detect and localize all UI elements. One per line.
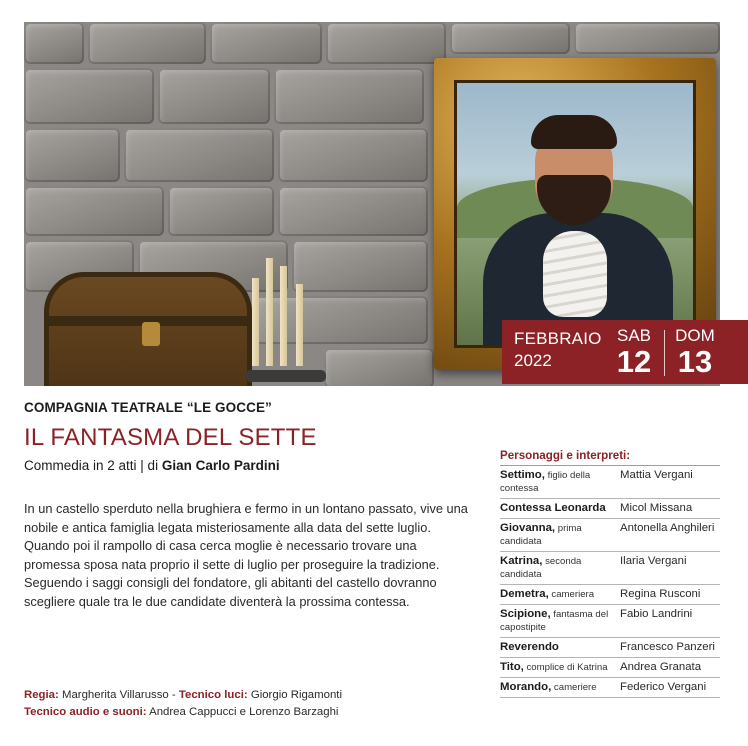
treasure-chest bbox=[44, 272, 252, 386]
author-name: Gian Carlo Pardini bbox=[161, 458, 280, 473]
role-note: cameriere bbox=[551, 682, 597, 693]
table-row bbox=[500, 499, 720, 519]
role-cell bbox=[500, 608, 620, 634]
table-row bbox=[500, 605, 720, 638]
description-paragraph: Quando poi il rampollo di casa cerca moglie è necessario trovare una promessa sposa nata proprio il sette di luglio per proseguire la tradizione. bbox=[24, 538, 440, 572]
day-number: 12 bbox=[616, 344, 652, 379]
description-paragraph: Seguendo i saggi consigli del fondatore, gli abitanti del castello dovranno scegliere quale tra le due candidate diventerà la prossima contessa. bbox=[24, 575, 437, 609]
table-row bbox=[500, 585, 720, 605]
actor-cell: Francesco Panzeri bbox=[620, 641, 715, 653]
show-subtitle bbox=[24, 458, 280, 473]
table-row bbox=[500, 466, 720, 499]
role-name: Settimo, bbox=[500, 469, 545, 481]
date-year: 2022 bbox=[514, 351, 552, 370]
actor-cell: Fabio Landrini bbox=[620, 608, 693, 620]
company-name: COMPAGNIA TEATRALE “LE GOCCE” bbox=[24, 400, 272, 415]
role-name: Morando, bbox=[500, 681, 552, 693]
role-name: Katrina, bbox=[500, 555, 543, 567]
cast-table bbox=[500, 449, 720, 698]
role-cell bbox=[500, 681, 620, 694]
credits-line bbox=[24, 687, 484, 704]
audio-value: Andrea Cappucci e Lorenzo Barzaghi bbox=[146, 706, 339, 718]
luci-label: Tecnico luci: bbox=[178, 689, 248, 701]
day-name: DOM bbox=[675, 326, 715, 345]
role-name: Tito, bbox=[500, 661, 524, 673]
credits-line bbox=[24, 704, 484, 721]
role-note: seconda candidata bbox=[500, 556, 582, 580]
role-cell bbox=[500, 661, 620, 674]
role-name: Contessa Leonarda bbox=[500, 502, 606, 514]
cast-title: Personaggi e interpreti: bbox=[500, 449, 720, 466]
actor-cell: Mattia Vergani bbox=[620, 469, 693, 481]
luci-value: Giorgio Rigamonti bbox=[247, 689, 343, 701]
date-divider bbox=[664, 330, 665, 376]
role-note: cameriera bbox=[548, 589, 595, 600]
table-row bbox=[500, 519, 720, 552]
regia-value: Margherita Villarusso - bbox=[58, 689, 179, 701]
role-note: figlio della contessa bbox=[500, 470, 591, 494]
role-cell bbox=[500, 522, 620, 548]
regia-label: Regia: bbox=[24, 689, 59, 701]
date-month: FEBBRAIO bbox=[514, 329, 602, 348]
actor-cell: Andrea Granata bbox=[620, 661, 702, 673]
table-row bbox=[500, 678, 720, 698]
role-name: Scipione, bbox=[500, 608, 551, 620]
day-number: 13 bbox=[677, 344, 713, 379]
date-day-saturday bbox=[612, 326, 656, 378]
role-note: fantasma del capostipite bbox=[500, 609, 609, 633]
description bbox=[24, 500, 474, 612]
actor-cell: Federico Vergani bbox=[620, 681, 707, 693]
table-row bbox=[500, 658, 720, 678]
table-row bbox=[500, 638, 720, 658]
role-cell bbox=[500, 502, 620, 515]
actor-cell: Antonella Anghileri bbox=[620, 522, 715, 534]
role-cell bbox=[500, 641, 620, 654]
role-note: prima candidata bbox=[500, 523, 582, 547]
show-title: IL FANTASMA DEL SETTE bbox=[24, 424, 317, 451]
role-note: complice di Katrina bbox=[523, 662, 608, 673]
role-name: Demetra, bbox=[500, 588, 549, 600]
day-name: SAB bbox=[616, 326, 652, 345]
role-cell bbox=[500, 588, 620, 601]
role-cell bbox=[500, 555, 620, 581]
audio-label: Tecnico audio e suoni: bbox=[24, 706, 147, 718]
subtitle-prefix: Commedia in 2 atti | di bbox=[24, 458, 162, 473]
actor-cell: Micol Missana bbox=[620, 502, 693, 514]
portrait-painting bbox=[457, 83, 693, 345]
actor-cell: Regina Rusconi bbox=[620, 588, 701, 600]
date-day-sunday bbox=[672, 326, 718, 378]
description-paragraph: In un castello sperduto nella brughiera e fermo in un lontano passato, vive una nobile e antica famiglia legata misteriosamente alla data del sette luglio. bbox=[24, 501, 468, 535]
actor-cell: Ilaria Vergani bbox=[620, 555, 687, 567]
table-row bbox=[500, 552, 720, 585]
role-name: Reverendo bbox=[500, 641, 559, 653]
role-cell bbox=[500, 469, 620, 495]
date-banner bbox=[502, 320, 748, 384]
role-name: Giovanna, bbox=[500, 522, 556, 534]
credits bbox=[24, 687, 484, 721]
